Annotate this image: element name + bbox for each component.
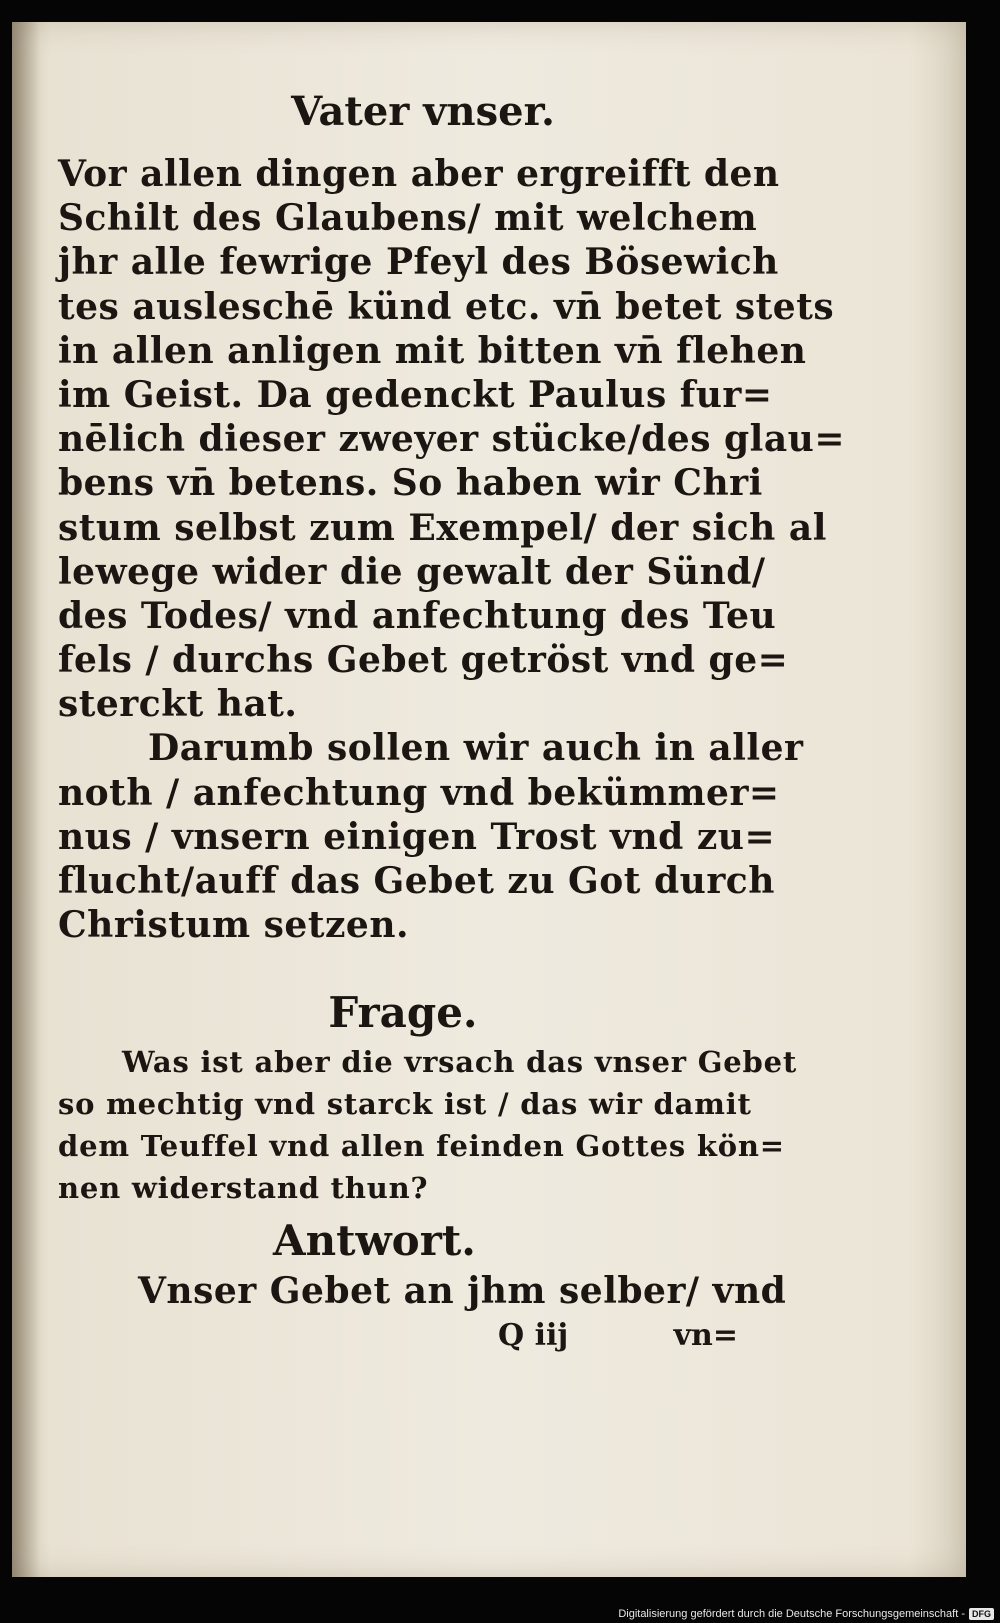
text-line: Christum setzen. (58, 904, 410, 947)
text-line: nen widerstand thun? (58, 1171, 429, 1206)
text-line: dem Teuffel vnd allen feinden Gottes kön= (58, 1129, 785, 1164)
text-line: Was ist aber die vrsach das vnser Gebet (122, 1045, 798, 1080)
text-line: flucht/auff das Gebet zu Got durch (58, 860, 775, 902)
frage-text (58, 1041, 798, 1209)
text-line: stum selbst zum Exempel/ der sich al (58, 506, 827, 549)
text-line: tes ausleschē künd etc. vn̄ betet stets (58, 285, 835, 328)
text-line: so mechtig vnd starck ist / das wir damit (58, 1087, 752, 1122)
digitization-footer (618, 1608, 994, 1620)
text-line: in allen anligen mit bitten vn̄ flehen (58, 329, 807, 372)
gutter-shadow (12, 22, 40, 1577)
paragraph-1 (58, 152, 846, 726)
text-line: bens vn̄ betens. So haben wir Chri (58, 462, 763, 505)
text-line: jhr alle fewrige Pfeyl des Bösewich (58, 241, 779, 284)
paragraph-2 (58, 726, 804, 947)
text-line: noth / anfechtung vnd bekümmer= (58, 771, 780, 814)
book-page (12, 22, 966, 1577)
antwort-text: Vnser Gebet an jhm selber/ vnd (138, 1270, 787, 1313)
text-line: Schilt des Glaubens/ mit welchem (58, 197, 758, 240)
page-text (58, 82, 846, 1358)
catchword: vn= (673, 1317, 738, 1353)
antwort-heading: Antwort. (273, 1216, 476, 1266)
text-line: lewege wider die gewalt der Sünd/ (58, 550, 766, 593)
footer-text: Digitalisierung gefördert durch die Deutsche Forschungsgemeinschaft - (618, 1608, 965, 1620)
page-foot (58, 1314, 748, 1358)
signature-mark: Q iij (498, 1317, 569, 1353)
text-line: des Todes/ vnd anfechtung des Teu (58, 594, 777, 637)
text-line: nus / vnsern einigen Trost vnd zu= (58, 815, 776, 858)
dfg-logo-icon: DFG (969, 1608, 994, 1620)
text-line: Vor allen dingen aber ergreifft den (58, 153, 780, 195)
text-line: nēlich dieser zweyer stücke/des glau= (58, 418, 846, 461)
text-line: fels / durchs Gebet getröst vnd ge= (58, 639, 789, 682)
running-head: Vater vnser. (291, 88, 555, 135)
frage-heading: Frage. (328, 988, 478, 1038)
text-line: Darumb sollen wir auch in aller (148, 727, 804, 770)
text-line: im Geist. Da gedenckt Paulus fur= (58, 373, 773, 416)
text-line: sterckt hat. (58, 683, 298, 726)
